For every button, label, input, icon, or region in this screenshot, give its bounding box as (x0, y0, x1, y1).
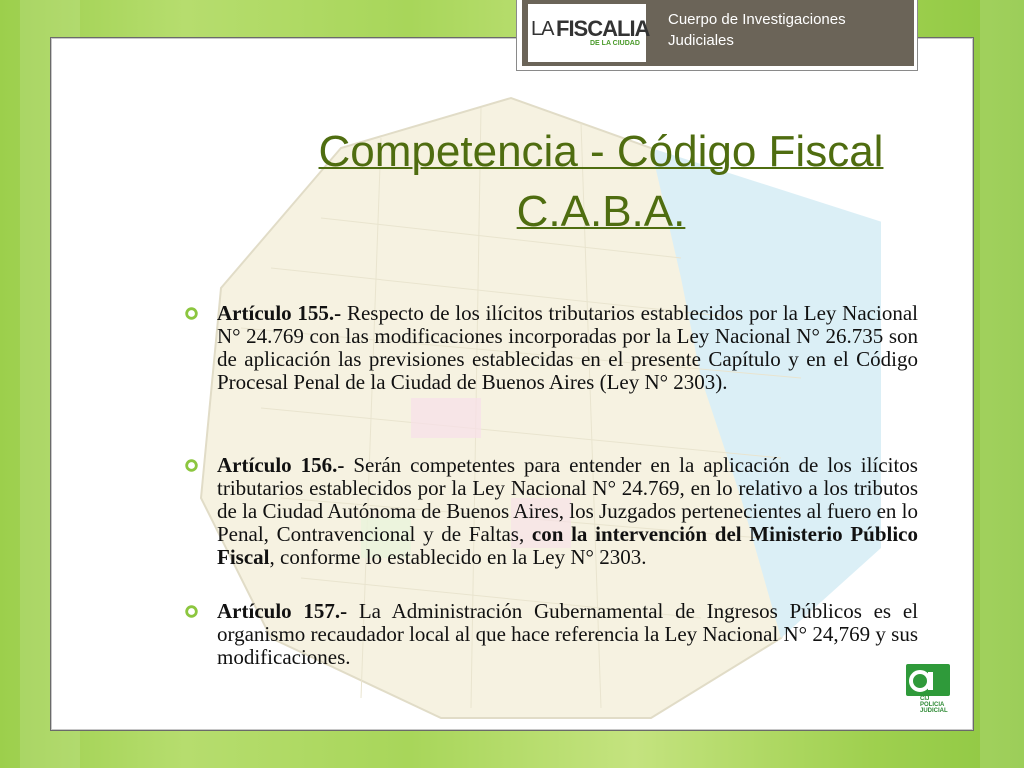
cij-logo-box (906, 664, 950, 696)
logo-fiscalia: FISCALIA (556, 16, 650, 41)
bg-stripe (980, 0, 1024, 768)
slide-title (231, 122, 971, 242)
article-155-text (217, 302, 918, 394)
logo-la: LA (531, 18, 554, 40)
bullet-icon (185, 605, 198, 618)
cij-logo-icon (906, 664, 950, 716)
title-line-2: C.A.B.A. (516, 187, 686, 236)
list-item (183, 600, 918, 669)
slide-card (50, 37, 974, 731)
article-156-lead: Artículo 156.- (217, 453, 345, 477)
org-line-2: Judiciales (668, 32, 734, 49)
cij-logo-label (920, 696, 948, 714)
article-156-emphasis: con la intervención del Ministerio Público Fiscal (217, 522, 918, 569)
list-item (183, 454, 918, 569)
org-line-1: Cuerpo de Investigaciones (668, 11, 846, 28)
fiscalia-logo-icon (528, 4, 650, 62)
article-155-lead: Artículo 155.- (217, 301, 342, 325)
logo-subtitle: DE LA CIUDAD (590, 40, 640, 47)
article-157-text (217, 600, 918, 669)
article-155-body: Respecto de los ilícitos tributarios establecidos por la Ley Nacional N° 24.769 con las modificaciones incorporadas por la Ley Nacional N° 26.735 son de aplicación las previsiones establecidas en el presente Capítulo y en el Código Procesal Penal de la Ciudad de Buenos Aires (Ley N° 2303). (217, 301, 918, 394)
article-156-tail: , conforme lo establecido en la Ley N° 2303. (269, 545, 647, 569)
cij-label-3: JUDICIAL (920, 708, 948, 714)
title-line-1: Competencia - Código Fiscal (318, 127, 884, 176)
article-157-lead: Artículo 157.- (217, 599, 348, 623)
cij-label-2: POLICIA (920, 702, 945, 708)
article-157-body: La Administración Gubernamental de Ingresos Públicos es el organismo recaudador local al que hace referencia la Ley Nacional N° 24,769 y sus modificaciones. (217, 599, 918, 669)
bullet-icon (185, 459, 198, 472)
article-156-body: Serán competentes para entender en la aplicación de los ilícitos tributarios establecidos por la Ley Nacional N° 24.769, en lo relativo a los tributos de la Ciudad Autónoma de Buenos Aires, los Juzgados pertenecientes al fuero en lo Penal, Contravencional y de Faltas, (217, 453, 918, 546)
org-name (668, 9, 908, 51)
list-item (183, 302, 918, 394)
cij-logo-mark (906, 664, 950, 696)
article-156-text (217, 454, 918, 569)
cij-label-1: CIJ (920, 696, 930, 702)
bullet-icon (185, 307, 198, 320)
